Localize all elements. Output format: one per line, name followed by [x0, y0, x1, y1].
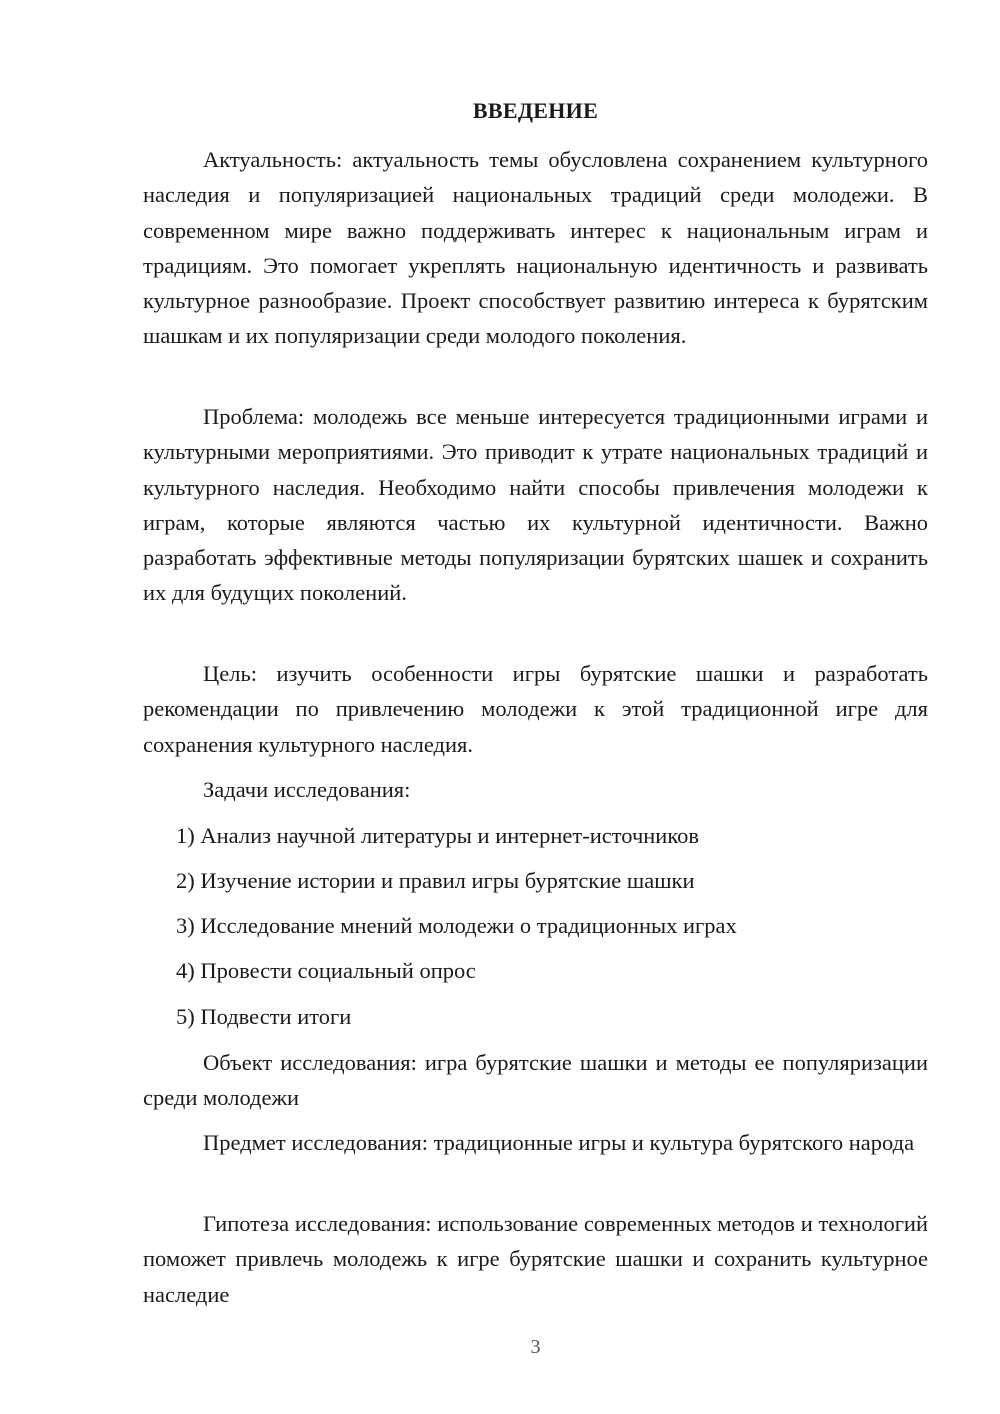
goal-paragraph: Цель: изучить особенности игры бурятские шашки и разработать рекомендации по привлечению молодежи к этой традиционной игре для сохранения культурного наследия.: [143, 661, 928, 757]
page-number: 3: [530, 1336, 541, 1358]
task-item-2: 2) Изучение истории и правил игры бурятские шашки: [176, 868, 695, 893]
section-heading: ВВЕДЕНИЕ: [472, 98, 599, 123]
subject-paragraph: Предмет исследования: традиционные игры и культура бурятского народа: [203, 1130, 915, 1155]
hypothesis-paragraph: Гипотеза исследования: использование современных методов и технологий поможет привлечь молодежь к игре бурятские шашки и сохранить культурное наследие: [143, 1211, 928, 1307]
relevance-paragraph: Актуальность: актуальность темы обусловлена сохранением культурного наследия и популяризацией национальных традиций среди молодежи. В современном мире важно поддерживать интерес к национальным играм и традициям. Это помогает укреплять национальную идентичность и развивать культурное разнообразие. Проект способствует развитию интереса к бурятским шашкам и их популяризации среди молодого поколения.: [143, 147, 928, 349]
tasks-intro: Задачи исследования:: [203, 777, 411, 802]
task-item-3: 3) Исследование мнений молодежи о традиционных играх: [176, 913, 737, 938]
problem-paragraph: Проблема: молодежь все меньше интересуется традиционными играми и культурными мероприятиями. Это приводит к утрате национальных традиций и культурного наследия. Необходимо найти способы привлечения молодежи к играм, которые являются частью их культурной идентичности. Важно разработать эффективные методы популяризации бурятских шашек и сохранить их для будущих поколений.: [143, 404, 928, 606]
task-item-1: 1) Анализ научной литературы и интернет-источников: [176, 823, 700, 848]
task-item-4: 4) Провести социальный опрос: [176, 958, 476, 983]
object-paragraph: Объект исследования: игра бурятские шашки и методы ее популяризации среди молодежи: [143, 1050, 928, 1111]
document-page: [143, 0, 928, 1414]
task-item-5: 5) Подвести итоги: [176, 1004, 352, 1029]
